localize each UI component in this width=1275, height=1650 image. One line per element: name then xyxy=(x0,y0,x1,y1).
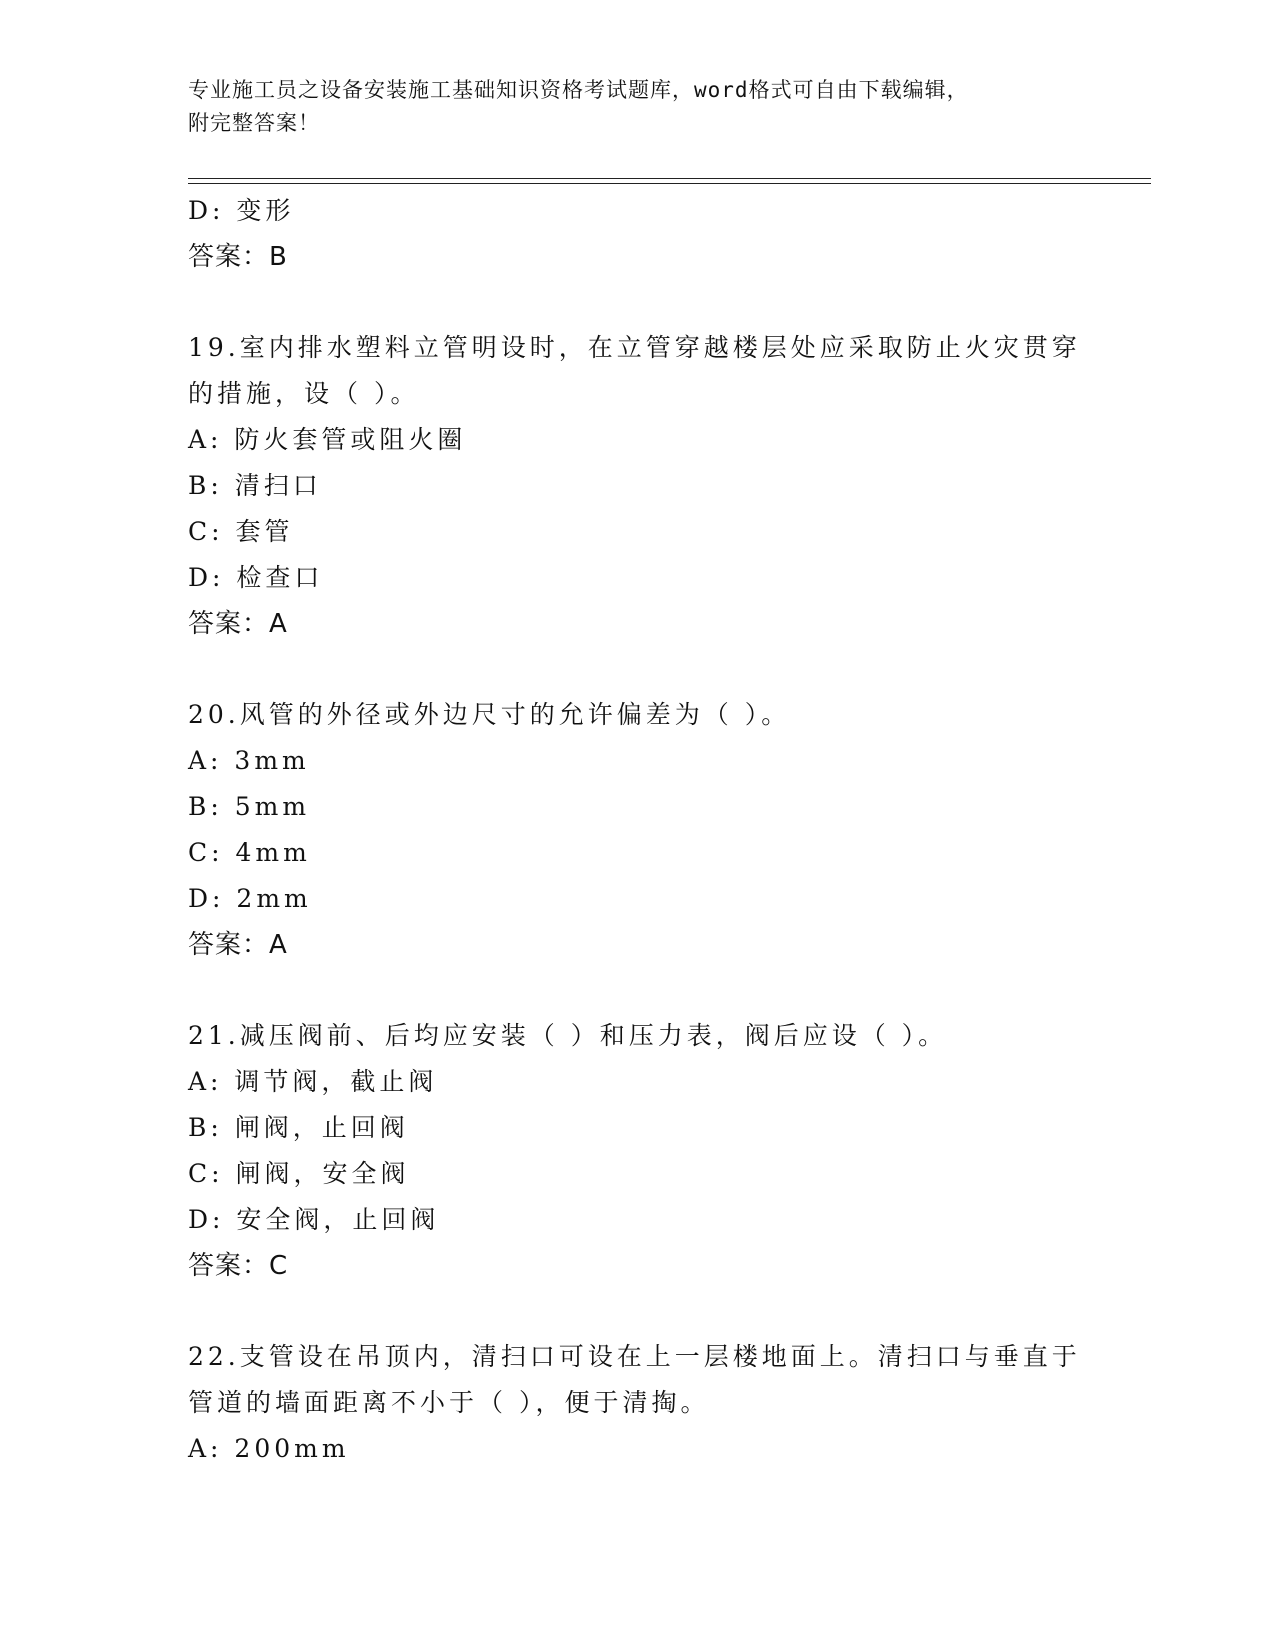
question-stem-continued: 管道的墙面距离不小于（ ），便于清掏。 xyxy=(188,1388,710,1417)
option-d: D: 变形 xyxy=(188,196,295,225)
option-d: D: 2mm xyxy=(188,884,312,913)
answer-line: 答案：C xyxy=(188,1251,289,1281)
question-stem: 20.风管的外径或外边尺寸的允许偏差为（ ）。 xyxy=(188,700,791,729)
question-21 xyxy=(188,1013,1088,1289)
answer-line: 答案：B xyxy=(188,242,288,272)
option-b: B: 5mm xyxy=(188,792,311,821)
header-line-2: 附完整答案！ xyxy=(188,111,320,135)
question-22 xyxy=(188,1334,1088,1472)
option-d: D: 检查口 xyxy=(188,563,324,592)
answer-line: 答案：A xyxy=(188,930,288,960)
option-c: C: 套管 xyxy=(188,517,294,546)
option-c: C: 4mm xyxy=(188,838,311,867)
question-stem-continued: 的措施，设（ ）。 xyxy=(188,379,420,408)
option-a: A: 200mm xyxy=(188,1434,350,1463)
header-line-1: 专业施工员之设备安装施工基础知识资格考试题库，word格式可自由下载编辑， xyxy=(188,78,969,102)
answer-line: 答案：A xyxy=(188,609,288,639)
header-divider-top xyxy=(188,178,1151,179)
previous-question-tail xyxy=(188,188,1088,280)
question-stem: 19.室内排水塑料立管明设时，在立管穿越楼层处应采取防止火灾贯穿 xyxy=(188,333,1081,362)
option-a: A: 防火套管或阻火圈 xyxy=(188,425,467,454)
document-header xyxy=(188,74,1088,140)
option-a: A: 调节阀，截止阀 xyxy=(188,1067,438,1096)
option-b: B: 清扫口 xyxy=(188,471,322,500)
option-b: B: 闸阀，止回阀 xyxy=(188,1113,409,1142)
option-d: D: 安全阀，止回阀 xyxy=(188,1205,440,1234)
question-19 xyxy=(188,325,1088,647)
option-a: A: 3mm xyxy=(188,746,310,775)
header-divider-bottom xyxy=(188,183,1151,184)
question-stem: 21.减压阀前、后均应安装（ ）和压力表，阀后应设（ ）。 xyxy=(188,1021,948,1050)
question-20 xyxy=(188,692,1088,968)
question-stem: 22.支管设在吊顶内，清扫口可设在上一层楼地面上。清扫口与垂直于 xyxy=(188,1342,1081,1371)
document-body xyxy=(188,188,1088,1472)
option-c: C: 闸阀，安全阀 xyxy=(188,1159,410,1188)
